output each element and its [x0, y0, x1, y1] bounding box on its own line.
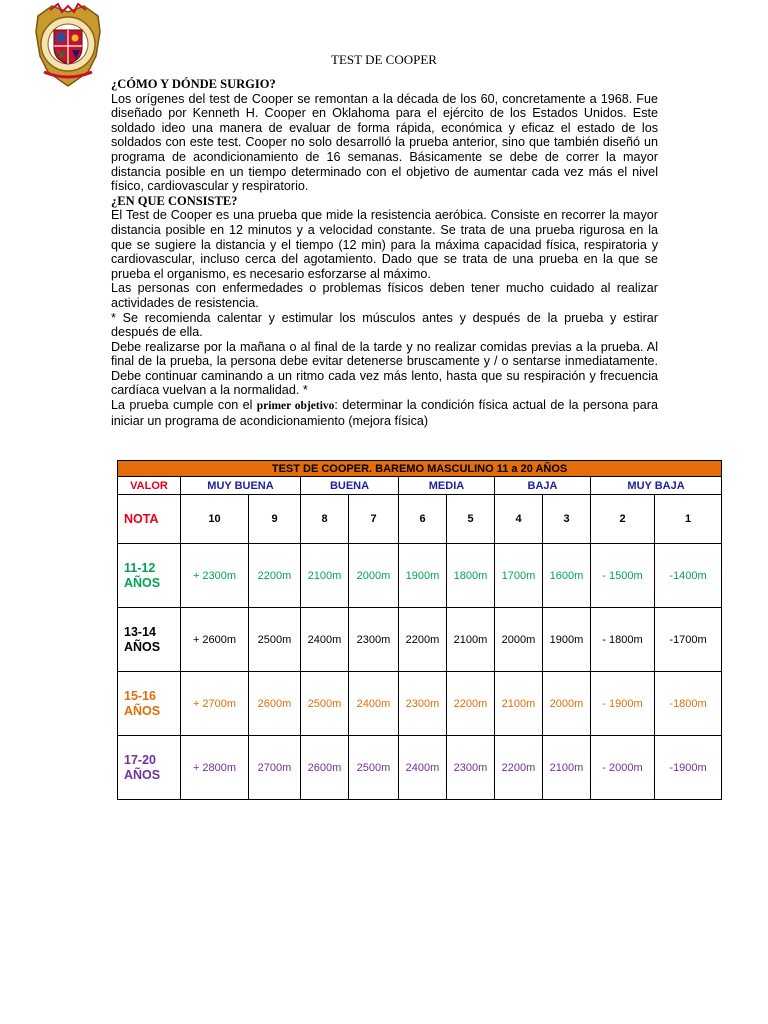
distance-cell: 1700m	[495, 544, 543, 608]
valor-label: VALOR	[118, 477, 181, 495]
age-unit: AÑOS	[124, 575, 161, 590]
objective-text-after: : determinar la condición física actual de la persona para iniciar un programa de acondicionamiento (mejora física)	[111, 398, 658, 428]
valor-row	[118, 477, 722, 495]
distance-cell: 2000m	[349, 544, 399, 608]
distance-cell: 1900m	[399, 544, 447, 608]
section-heading-consiste: ¿EN QUE CONSISTE?	[111, 193, 238, 208]
distance-cell: 2100m	[495, 672, 543, 736]
distance-cell: 2200m	[447, 672, 495, 736]
section-heading-origin: ¿CÓMO Y DÓNDE SURGIO?	[111, 77, 276, 91]
nota-cell: 6	[399, 495, 447, 544]
distance-cell: 2100m	[447, 608, 495, 672]
distance-cell: 2500m	[249, 608, 301, 672]
distance-cell: 2700m	[249, 736, 301, 800]
distance-cell: - 1900m	[591, 672, 655, 736]
distance-cell: 1900m	[543, 608, 591, 672]
nota-cell: 1	[655, 495, 722, 544]
distance-cell: 2000m	[495, 608, 543, 672]
nota-cell: 7	[349, 495, 399, 544]
distance-cell: 2500m	[301, 672, 349, 736]
age-label	[118, 736, 181, 800]
nota-cell: 10	[181, 495, 249, 544]
category-header: MUY BAJA	[591, 477, 722, 495]
paragraph-objective	[111, 398, 658, 428]
distance-cell: 2400m	[349, 672, 399, 736]
category-header: BUENA	[301, 477, 399, 495]
distance-cell: 2400m	[399, 736, 447, 800]
distance-cell: + 2600m	[181, 608, 249, 672]
distance-cell: 2200m	[249, 544, 301, 608]
nota-cell: 2	[591, 495, 655, 544]
nota-cell: 4	[495, 495, 543, 544]
category-header: MEDIA	[399, 477, 495, 495]
distance-cell: 2100m	[301, 544, 349, 608]
distance-cell: 2300m	[349, 608, 399, 672]
nota-cell: 9	[249, 495, 301, 544]
age-unit: AÑOS	[124, 767, 161, 782]
objective-bold-text: primer objetivo	[256, 400, 335, 413]
distance-cell: 2600m	[249, 672, 301, 736]
paragraph-description: El Test de Cooper es una prueba que mide la resistencia aeróbica. Consiste en recorrer la mayor distancia posible en 12 minutos y a velocidad constante. Se trata de una prueba rigurosa en la que se sugiere la distancia y el tiempo (12 min) para la máxima capacidad física, respiratoria y cardiovascular, incluso cerca del agotamiento. Dado que se trata de una prueba en la que se prueba el organismo, es necesario esforzarse al máximo.	[111, 208, 658, 281]
distance-cell: 2300m	[399, 672, 447, 736]
distance-cell: 2500m	[349, 736, 399, 800]
age-range: 17-20	[124, 752, 156, 767]
distance-cell: + 2300m	[181, 544, 249, 608]
table-caption: TEST DE COOPER. BAREMO MASCULINO 11 a 20 AÑOS	[118, 461, 722, 477]
distance-cell: 2600m	[301, 736, 349, 800]
distance-cell: 2100m	[543, 736, 591, 800]
nota-cell: 8	[301, 495, 349, 544]
table-row-11-12	[118, 544, 722, 608]
paragraph-origin: Los orígenes del test de Cooper se remontan a la década de los 60, concretamente a 1968. Fue diseñado por Kenneth H. Cooper en Oklahoma para el ejército de los Estados Unidos. Este soldado ideo una manera de evaluar de forma rápida, económica y eficaz el estado de los soldados con este test. Cooper no solo desarrolló la prueba anterior, sino que también diseñó un programa de acondicionamiento de 16 semanas. Básicamente se debe de correr la mayor distancia posible en un tiempo determinado con el objetivo de aumentar cada vez más el nivel físico, cardiovascular y respiratorio.	[111, 91, 658, 194]
age-label	[118, 672, 181, 736]
distance-cell: 2300m	[447, 736, 495, 800]
age-label	[118, 608, 181, 672]
table-row-13-14	[118, 608, 722, 672]
paragraph-warmup: * Se recomienda calentar y estimular los músculos antes y después de la prueba y estirar después de ella.	[111, 310, 658, 340]
category-header: BAJA	[495, 477, 591, 495]
distance-cell: + 2800m	[181, 736, 249, 800]
paragraph-timing: Debe realizarse por la mañana o al final de la tarde y no realizar comidas previas a la prueba. Al final de la prueba, la persona debe evitar detenerse bruscamente y / o sentarse inmediatamente. Debe continuar caminando a un ritmo cada vez más lento, hasta que su respiración y frecuencia cardíaca vuelvan a la normalidad. *	[111, 339, 658, 398]
distance-cell: - 2000m	[591, 736, 655, 800]
distance-cell: 2000m	[543, 672, 591, 736]
document-title: TEST DE COOPER	[331, 52, 437, 67]
table-row-15-16	[118, 672, 722, 736]
paragraph-warning: Las personas con enfermedades o problemas físicos deben tener mucho cuidado al realizar actividades de resistencia.	[111, 281, 658, 310]
distance-cell: 2400m	[301, 608, 349, 672]
nota-label: NOTA	[118, 495, 181, 544]
distance-cell: 2200m	[399, 608, 447, 672]
age-label	[118, 544, 181, 608]
distance-cell: 1800m	[447, 544, 495, 608]
nota-row	[118, 495, 722, 544]
objective-text-before: La prueba cumple con el	[111, 398, 257, 413]
age-range: 15-16	[124, 688, 156, 703]
distance-cell: + 2700m	[181, 672, 249, 736]
nota-cell: 3	[543, 495, 591, 544]
distance-cell: 2200m	[495, 736, 543, 800]
category-header: MUY BUENA	[181, 477, 301, 495]
age-range: 11-12	[124, 560, 156, 575]
cooper-baremo-table	[117, 460, 722, 800]
age-unit: AÑOS	[124, 639, 161, 654]
distance-cell: -1900m	[655, 736, 722, 800]
distance-cell: 1600m	[543, 544, 591, 608]
distance-cell: -1400m	[655, 544, 722, 608]
table-row-17-20	[118, 736, 722, 800]
age-unit: AÑOS	[124, 703, 161, 718]
age-range: 13-14	[124, 624, 156, 639]
distance-cell: - 1800m	[591, 608, 655, 672]
university-seal-icon	[30, 2, 106, 88]
distance-cell: - 1500m	[591, 544, 655, 608]
distance-cell: -1700m	[655, 608, 722, 672]
nota-cell: 5	[447, 495, 495, 544]
document-body	[111, 77, 658, 428]
distance-cell: -1800m	[655, 672, 722, 736]
